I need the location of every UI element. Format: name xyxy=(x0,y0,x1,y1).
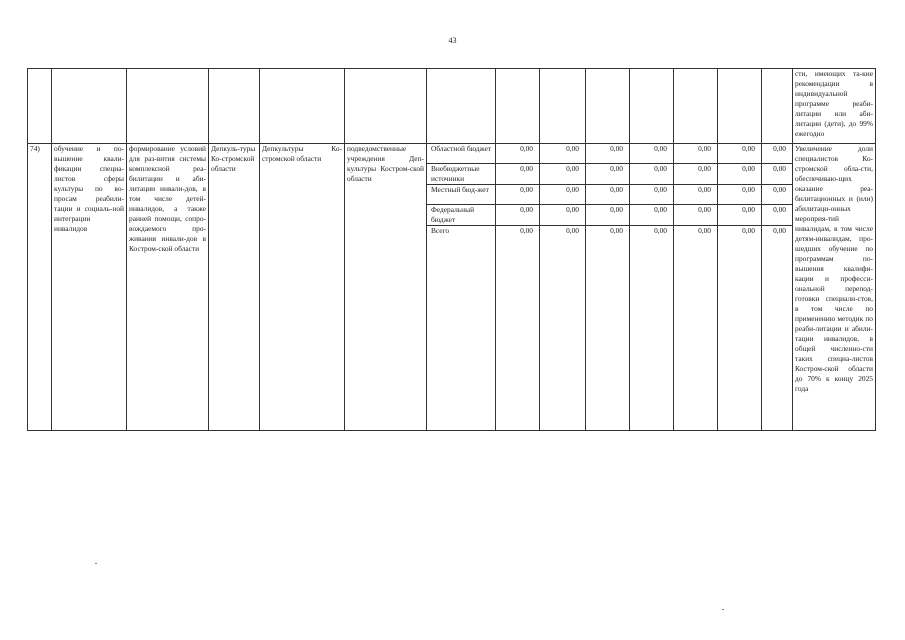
event-cell: обучение и по-вышение квали-фикации специа-листов сферы культуры по во-просам реабили-тации и социаль-ной интеграции инвалидов xyxy=(52,144,127,431)
empty-cell xyxy=(345,69,427,144)
scan-speck xyxy=(722,609,724,610)
value-cell: 0,00 xyxy=(762,205,793,226)
task-cell: формирование условий для раз-вития системы комплексной реа-билитации и аби-литации инвали-дов, в том числе детей-инвалидов, а также ранней помощи, сопро-вождаемого про-живания инвали-дов в Костром-ской области xyxy=(127,144,209,431)
empty-cell xyxy=(427,69,496,144)
value-cell: 0,00 xyxy=(630,226,674,431)
empty-cell xyxy=(586,69,630,144)
empty-cell xyxy=(28,69,52,144)
empty-cell xyxy=(718,69,762,144)
page-number: 43 xyxy=(448,36,457,45)
empty-cell xyxy=(630,69,674,144)
value-cell: 0,00 xyxy=(540,144,586,164)
value-cell: 0,00 xyxy=(496,164,540,185)
value-cell: 0,00 xyxy=(762,226,793,431)
empty-cell xyxy=(209,69,260,144)
empty-cell xyxy=(540,69,586,144)
value-cell: 0,00 xyxy=(630,164,674,185)
table-row xyxy=(28,144,876,164)
source-cell: Областной бюджет xyxy=(427,144,496,164)
value-cell: 0,00 xyxy=(762,144,793,164)
scan-speck xyxy=(95,563,97,564)
value-cell: 0,00 xyxy=(674,144,718,164)
value-cell: 0,00 xyxy=(718,226,762,431)
continuation-row xyxy=(28,69,876,144)
value-cell: 0,00 xyxy=(496,144,540,164)
empty-cell xyxy=(127,69,209,144)
value-cell: 0,00 xyxy=(586,205,630,226)
executor-cell: подведомственные учреждения Деп-культуры Костром-ской области xyxy=(345,144,427,431)
value-cell: 0,00 xyxy=(586,144,630,164)
value-cell: 0,00 xyxy=(586,164,630,185)
value-cell: 0,00 xyxy=(496,205,540,226)
empty-cell xyxy=(674,69,718,144)
row-number-cell: 74) xyxy=(28,144,52,431)
value-cell: 0,00 xyxy=(630,205,674,226)
value-cell: 0,00 xyxy=(630,185,674,205)
empty-cell xyxy=(496,69,540,144)
value-cell: 0,00 xyxy=(718,164,762,185)
value-cell: 0,00 xyxy=(718,205,762,226)
value-cell: 0,00 xyxy=(540,185,586,205)
value-cell: 0,00 xyxy=(674,185,718,205)
value-cell: 0,00 xyxy=(496,226,540,431)
program-table xyxy=(27,68,876,431)
value-cell: 0,00 xyxy=(540,205,586,226)
value-cell: 0,00 xyxy=(586,185,630,205)
value-cell: 0,00 xyxy=(540,164,586,185)
source-cell: Всего xyxy=(427,226,496,431)
empty-cell xyxy=(762,69,793,144)
value-cell: 0,00 xyxy=(762,185,793,205)
responsible-cell: Депкультуры Ко-стромской области xyxy=(260,144,345,431)
continuation-result-cell: сти, имеющих та-кие рекомендации в индивидуальной программе реаби-литации или аби-литации (дети), до 99% ежегодно xyxy=(793,69,876,144)
value-cell: 0,00 xyxy=(674,164,718,185)
value-cell: 0,00 xyxy=(630,144,674,164)
source-cell: Федеральный бюджет xyxy=(427,205,496,226)
source-cell: Местный бюд-жет xyxy=(427,185,496,205)
value-cell: 0,00 xyxy=(762,164,793,185)
value-cell: 0,00 xyxy=(718,185,762,205)
value-cell: 0,00 xyxy=(496,185,540,205)
empty-cell xyxy=(260,69,345,144)
value-cell: 0,00 xyxy=(540,226,586,431)
empty-cell xyxy=(52,69,127,144)
value-cell: 0,00 xyxy=(674,205,718,226)
value-cell: 0,00 xyxy=(586,226,630,431)
value-cell: 0,00 xyxy=(674,226,718,431)
result-cell: Увеличение доли специалистов Ко-стромской обла-сти, обеспечиваю-щих оказание реа-билитационных и (или) абилитаци-онных мероприя-тий инвалидам, в том числе детям-инвалидам, про-шедших обучение по программам по-вышения квалифи-кации и професси-ональной перепод-готовки специали-стов, в том числе по применению методик по реаби-литации и абили-тации инвалидов, в общей численно-сти таких специа-листов Костром-ской области до 70% к концу 2025 года xyxy=(793,144,876,431)
coordinator-cell: Депкуль-туры Ко-стромской области xyxy=(209,144,260,431)
source-cell: Внебюджетные источники xyxy=(427,164,496,185)
value-cell: 0,00 xyxy=(718,144,762,164)
